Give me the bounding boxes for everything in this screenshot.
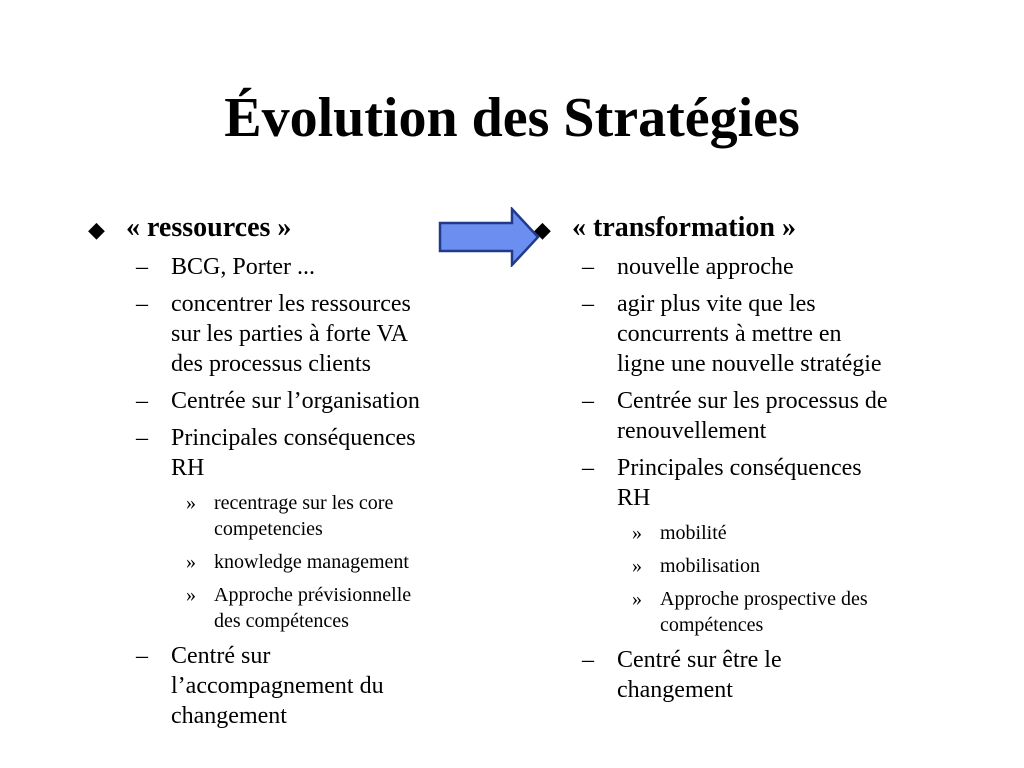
dash-bullet-icon: – — [582, 291, 594, 317]
list-item-text: Centré sur être le — [617, 647, 782, 673]
list-item-text: agir plus vite que les — [617, 291, 816, 317]
list-item-text: l’accompagnement du — [171, 673, 384, 699]
dash-bullet-icon: – — [136, 291, 148, 317]
left-heading-bullet — [88, 208, 488, 250]
list-item-text: BCG, Porter ... — [171, 254, 315, 280]
slide-title: Évolution des Stratégies — [224, 87, 800, 149]
diamond-bullet-icon: ◆ — [534, 217, 551, 242]
list-item-text: changement — [617, 677, 733, 703]
chevron-bullet-icon: » — [632, 555, 642, 577]
sub-list-item — [186, 582, 488, 634]
left-column — [88, 208, 488, 738]
sub-list-item-text: des compétences — [214, 610, 349, 632]
list-item — [582, 386, 954, 446]
sub-list-item-text: mobilité — [660, 522, 727, 544]
dash-bullet-icon: – — [136, 388, 148, 414]
sub-list-item — [632, 586, 954, 638]
list-item — [582, 289, 954, 379]
chevron-bullet-icon: » — [186, 584, 196, 606]
list-item-text: Centrée sur les processus de — [617, 388, 888, 414]
sub-list-item — [632, 553, 954, 579]
sub-list-item-text: Approche prospective des — [660, 588, 868, 610]
chevron-bullet-icon: » — [186, 492, 196, 514]
list-item — [582, 645, 954, 705]
dash-bullet-icon: – — [582, 254, 594, 280]
right-arrow-icon — [438, 207, 542, 267]
list-item-text: RH — [617, 485, 651, 511]
dash-bullet-icon: – — [582, 388, 594, 414]
list-item-text: changement — [171, 703, 287, 729]
chevron-bullet-icon: » — [632, 522, 642, 544]
arrow-shape — [440, 209, 538, 265]
right-heading-bullet — [534, 208, 954, 250]
sub-list-item — [632, 520, 954, 546]
chevron-bullet-icon: » — [632, 588, 642, 610]
sub-list-item-text: knowledge management — [214, 551, 409, 573]
dash-bullet-icon: – — [582, 455, 594, 481]
list-item — [582, 453, 954, 513]
right-column — [534, 208, 954, 712]
sub-list-item-text: mobilisation — [660, 555, 760, 577]
list-item-text: nouvelle approche — [617, 254, 794, 280]
sub-list-item-text: compétences — [660, 614, 764, 636]
list-item-text: Centrée sur l’organisation — [171, 388, 420, 414]
left-heading: « ressources » — [126, 212, 292, 243]
sub-list-item — [186, 549, 488, 575]
list-item — [136, 252, 488, 282]
dash-bullet-icon: – — [582, 647, 594, 673]
list-item-text: Principales conséquences — [171, 425, 416, 451]
list-item-text: concentrer les ressources — [171, 291, 411, 317]
sub-list-item-text: Approche prévisionnelle — [214, 584, 412, 606]
list-item-text: concurrents à mettre en — [617, 321, 842, 347]
dash-bullet-icon: – — [136, 425, 148, 451]
list-item-text: Principales conséquences — [617, 455, 862, 481]
list-item — [136, 641, 488, 731]
right-heading: « transformation » — [572, 212, 796, 243]
chevron-bullet-icon: » — [186, 551, 196, 573]
dash-bullet-icon: – — [136, 254, 148, 280]
list-item-text: renouvellement — [617, 418, 767, 444]
list-item-text: sur les parties à forte VA — [171, 321, 409, 347]
dash-bullet-icon: – — [136, 643, 148, 669]
sub-list-item-text: competencies — [214, 518, 323, 540]
list-item — [136, 289, 488, 379]
sub-list-item — [186, 490, 488, 542]
list-item — [136, 386, 488, 416]
sub-list-item-text: recentrage sur les core — [214, 492, 394, 514]
list-item-text: des processus clients — [171, 351, 371, 377]
list-item — [136, 423, 488, 483]
list-item-text: ligne une nouvelle stratégie — [617, 351, 882, 377]
list-item — [582, 252, 954, 282]
diamond-bullet-icon: ◆ — [88, 217, 105, 242]
list-item-text: Centré sur — [171, 643, 271, 669]
list-item-text: RH — [171, 455, 205, 481]
